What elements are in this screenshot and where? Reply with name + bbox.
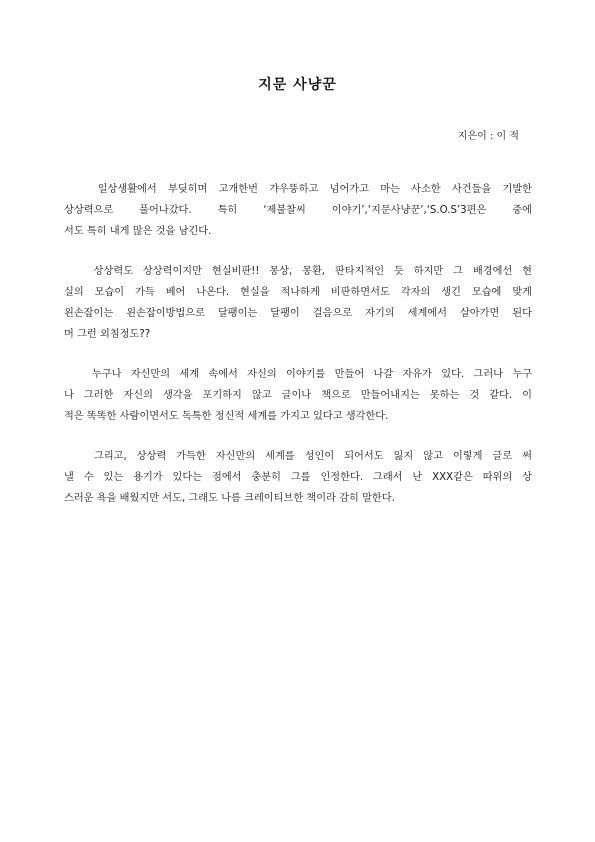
paragraph-2: [64, 261, 532, 345]
paragraph-line: 서도 특히 내게 많은 것을 남긴다.: [64, 226, 212, 237]
document-body: [64, 179, 532, 528]
paragraph-line: 적은 똑똑한 사람이면서도 독특한 정신적 세계를 가지고 있다고 생각한다.: [64, 411, 389, 422]
paragraph-line: 일상생활에서 부딪히며 고개한번 갸우뚱하고 넘어가고 마는 사소한 사건들을 기발한: [64, 184, 532, 195]
paragraph-line: 상상력으로 풀어나갔다. 특히 ‘제불찰씨 이야기’,‘지문사냥꾼’,‘S.O.S’3편은 중에: [64, 205, 532, 216]
paragraph-line: 누구나 자신만의 세계 속에서 자신의 이야기를 만들어 나갈 자유가 있다. 그러나 누구: [64, 369, 532, 380]
paragraph-line: 그리고, 상상력 가득한 자신만의 세계를 성인이 되어서도 잃지 않고 이렇게 글로 써: [64, 451, 532, 462]
paragraph-line: 상상력도 상상력이지만 현실비판!! 몽상, 몽환, 판타지적인 듯 하지만 그 배경에선 현: [64, 266, 532, 277]
document-title: 지문 사냥꾼: [258, 77, 337, 93]
paragraph-4: [64, 446, 532, 509]
paragraph-line: 스러운 욕을 배웠지만 서도, 그래도 나름 크레이티브한 책이라 감히 말한다.: [64, 493, 395, 504]
paragraph-line: 머 그런 외침정도??: [64, 329, 151, 340]
paragraph-line: 왼손잡이는 왼손잡이방법으로 달팽이는 달팽이 걸음으로 자기의 세계에서 살아가면 된다: [64, 308, 532, 319]
paragraph-line: 실의 모습이 가득 베어 나온다. 현실을 적나하게 비판하면서도 각자의 생긴 모습에 맞게: [64, 287, 532, 298]
paragraph-line: 나 그러한 자신의 생각을 포기하지 않고 글이나 책으로 만들어내지는 못하는 것 같다. 이: [64, 390, 532, 401]
paragraph-3: [64, 364, 532, 427]
author-line: 지은이 : 이 적: [457, 131, 519, 142]
paragraph-1: [64, 179, 532, 242]
paragraph-line: 낼 수 있는 용기가 있다는 점에서 충분히 그를 인정한다. 그래서 난 XXX같은 따위의 상: [64, 472, 532, 483]
